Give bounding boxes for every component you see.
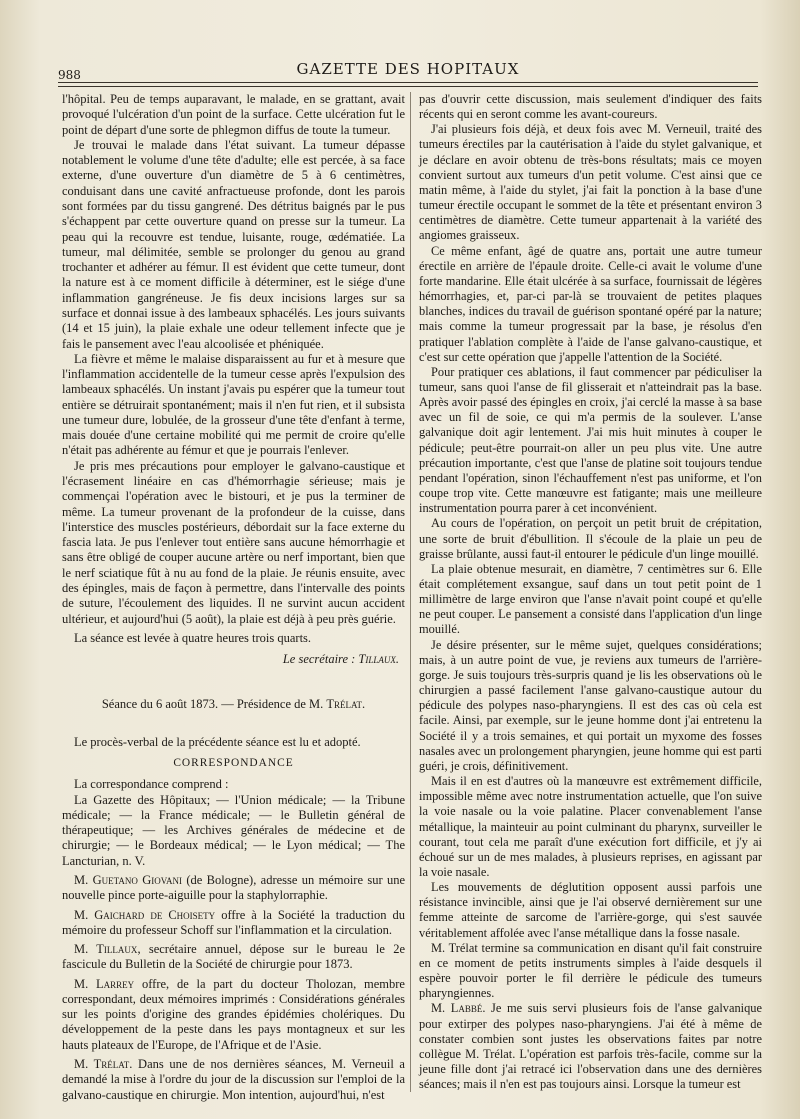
paragraph: Le procès-verbal de la précédente séance est lu et adopté.: [74, 734, 361, 749]
section-title: CORRESPONDANCE: [173, 756, 294, 769]
speaker-name: M. Labbé.: [431, 1001, 486, 1016]
session-heading: [62, 697, 405, 712]
speaker-name: M. Larrey: [74, 976, 135, 991]
speaker-name: M. Tillaux: [74, 942, 138, 957]
paragraph-text: (de Bologne), adresse un mémoire sur une nouvelle pince porte-aiguille pour la staphylorraphie.: [62, 872, 405, 903]
signature-label: Le secrétaire :: [282, 652, 359, 667]
session-heading-text: Séance du 6 août 1873. — Présidence de M.: [101, 697, 327, 712]
header-rule: [58, 82, 758, 83]
paragraph-text: offre, de la part du docteur Tholozan, membre correspondant, deux mémoires imprimés : Considérations générales sur les points d'origine des grandes épidémies cholériques. Du développement de la peste dans les pays montagneux et sur les hauts plateaux de l'Europe, de l'Afrique et de l'Asie.: [62, 976, 405, 1052]
paragraph: Ce même enfant, âgé de quatre ans, portait une autre tumeur érectile en arrière de l'épaule droite. Celle-ci avait le volume d'une forte mandarine. Elle était ulcérée à sa surface, fournissait de légères hémorrhagies, et, par-ci par-là se trouvaient de petites plaques blanches, indices du travail de guérison spontané opéré par la nature; mais comme la tumeur progressait par la base, je résolus d'en pratiquer l'ablation complète à l'aide de l'anse galvano-caustique, et c'est sur cette opération que j'appelle l'attention de la Société.: [419, 243, 762, 364]
paragraph: Les mouvements de déglutition opposent aussi parfois une résistance invincible, ainsi que je l'ai observé dernièrement sur une femme atteinte de sarcome de l'arrière-gorge, qui s'est sauvée véritablement affolée avec l'anse métallique dans la fosse nasale.: [419, 880, 762, 940]
signature-name: Tillaux.: [358, 652, 399, 667]
paragraph: pas d'ouvrir cette discussion, mais seulement d'indiquer des faits récents qui en seront comme les avant-coureurs.: [419, 92, 762, 122]
paragraph: [419, 1001, 762, 1092]
paragraph: Au cours de l'opération, on perçoit un petit bruit de crépitation, une sorte de bruit d'ébullition. Il s'écoule de la plaie un peu de graisse brûlante, aussi faut-il entourer le pédicule d'un linge mouillé.: [419, 516, 762, 561]
paragraph-text: , secrétaire annuel, dépose sur le bureau le 2e fascicule du Bulletin de la Société de chirurgie pour 1873.: [62, 942, 405, 972]
running-title: GAZETTE DES HOPITAUX: [296, 60, 520, 78]
secretary-signature: [62, 652, 405, 667]
page-number: 988: [58, 68, 81, 82]
paragraph-text: Je me suis servi plusieurs fois de l'anse galvanique pour extirper des polypes naso-pharyngiens. J'ai été à même de constater combien sont justes les observations faites par notre collègue M. Trélat. L'opération est parfois très-facile, comme sur la jeune fille dont j'ai retracé ici l'observation dans une des dernières séances; mais il n'en est pas toujours ainsi. Lorsque la tumeur est: [419, 1001, 762, 1092]
paragraph: J'ai plusieurs fois déjà, et deux fois avec M. Verneuil, traité des tumeurs érectiles par la cautérisation à l'aide du stylet galvanique, et je déclare en avoir obtenu de très-bons résultats; mais ce moyen convient surtout aux tumeurs d'un petit volume. C'est ainsi que ce matin même, à l'aide du stylet, j'ai fait la ponction à la base d'une tumeur érectile occupant le sommet de la tête et présentant environ 3 centimètres de diamètre. Cette tumeur appartenait à la variété des angiomes graisseux.: [419, 122, 762, 243]
paragraph-text: Dans une de nos dernières séances, M. Verneuil a demandé la mise à l'ordre du jour de la discussion sur l'emploi de la galvano-caustique en chirurgie. Mon intention, aujourd'hui, n'est: [62, 1057, 405, 1102]
paragraph: La plaie obtenue mesurait, en diamètre, 7 centimètres sur 6. Elle était complétement exsangue, sauf dans un tout petit point de 1 millimètre de large environ que l'anse n'avait point coupé et qu'elle ne peut couper. Le pansement a consisté dans l'application d'un linge mouillé.: [419, 561, 762, 637]
paragraph: Je désire présenter, sur le même sujet, quelques considérations; mais, à un autre point de vue, je reviens aux tumeurs de l'arrière-gorge. Je suis toujours très-surpris quand je lis les observations où le chirurgien a passé facilement l'anse galvano-caustique autour du pédicule des polypes naso-pharyngiens. Il est des cas où cela est facile. Ainsi, par exemple, sur le jeune homme dont j'ai entretenu la Société il y a trois semaines, et qui portait un myxome des fosses nasales avec un prolongement pharyngien, jeune homme qui est parti guéri, je crois, définitivement.: [419, 637, 762, 773]
paragraph: [62, 977, 405, 1053]
paragraph: Je pris mes précautions pour employer le galvano-caustique et l'écrasement linéaire en cas d'hémorrhagie sérieuse; mais je commençai l'opération avec le bistouri, et je pus la terminer de même. La tumeur provenant de la profondeur de la cuisse, dans l'interstice des muscles postérieurs, débordait sur la face externe du fascia lata. Je pus l'enlever tout entière sans aucune hémorrhagie et sans être obligé de couper aucune artère ou nerf important, bien que le nerf sciatique fût à nu au fond de la plaie. Je réunis ensuite, avec des épingles, mais de façon à permettre, dans l'intervalle des points de suture, l'écoulement des liquides. Il ne survint aucun accident ultérieur, et aujourd'hui (5 août), la plaie est déjà à peu près guérie.: [62, 458, 405, 626]
paragraph: [62, 908, 405, 939]
speaker-name: M. Guetano Giovani: [74, 872, 183, 887]
column-divider: [410, 92, 411, 1092]
session-president: Trélat.: [326, 697, 366, 712]
left-column: [62, 92, 405, 1103]
paragraph: [62, 1057, 405, 1103]
paragraph-text: offre à la Société la traduction du mémoire du professeur Schoff sur l'inflammation et la circulation.: [62, 907, 405, 937]
speaker-name: M. Gaichard de Choisety: [74, 907, 216, 922]
paragraph: Mais il en est d'autres où la manœuvre est extrêmement difficile, impossible même avec notre instrumentation actuelle, que l'on suive la voie nasale ou la voie palatine. Placer convenablement l'anse métallique, la mainteuir au point culminant du pharynx, surveiller le courant, tout cela me paraît d'une exécution fort difficile, et j'y ai échoué sur un de mes malades, à plusieurs reprises, en agissant par la voie nasale.: [419, 774, 762, 879]
paragraph: l'hôpital. Peu de temps auparavant, le malade, en se grattant, avait provoqué l'ulcération d'un point de la surface. Cette ulcération fut le point de départ d'une sorte de phlegmon diffus de toute la tumeur.: [62, 92, 405, 137]
paragraph: M. Trélat termine sa communication en disant qu'il fait construire en ce moment de petits instruments simples à l'aide desquels il espère pouvoir porter le fil derrière le pédicule des tumeurs pharyngiennes.: [419, 940, 762, 1001]
paragraph: [62, 873, 405, 904]
paragraph: La séance est levée à quatre heures trois quarts.: [74, 630, 312, 645]
header-rule-second: [58, 86, 758, 87]
paragraph: Pour pratiquer ces ablations, il faut commencer par pédiculiser la tumeur, sans quoi l'anse de fil glisserait et n'atteindrait pas la base. Après avoir passé des épingles en croix, j'ai cerclé la masse à sa base avec un fil de soie, ce qui m'a permis de la soulever. L'anse galvanique doit agir lentement. J'ai mis huit minutes à couper le pédicule; peut-être pourrait-on aller un peu plus vite. Une autre précaution importante, c'est que l'anse de platine soit toujours tendue pendant l'opération, sinon l'échauffement n'est pas uniforme, et l'on coupe trop vite. Cette manœuvre est fatigante; mais une meilleure instrumentation pourra parer à cet inconvénient.: [419, 364, 762, 516]
speaker-name: M. Trélat.: [74, 1057, 133, 1072]
page-header: [58, 58, 758, 80]
paragraph: La Gazette des Hôpitaux; — l'Union médicale; — la Tribune médicale; — la France médicale; — le Bulletin général de thérapeutique; — les Archives générales de médecine et de chirurgie; — le Bordeaux médical; — le Lyon médical; — The Lancturian, n. V.: [62, 792, 405, 868]
right-column: [419, 92, 762, 1092]
paragraph: La fièvre et même le malaise disparaissent au fur et à mesure que l'inflammation accidentelle de la tumeur cesse après l'expulsion des lambeaux sphacélés. Un instant j'avais pu espérer que la tumeur tout entière se détruirait spontanément; mais il n'en fut rien, et il subsista une tumeur dure, lobulée, de la grosseur d'une tête d'enfant à terme, mais douée d'une certaine mobilité qui me permit de croire qu'elle n'était pas adhérente au fémur et que je pourrais l'enlever.: [62, 351, 405, 458]
paragraph: [62, 942, 405, 973]
paragraph: La correspondance comprend :: [74, 777, 229, 792]
paragraph: Je trouvai le malade dans l'état suivant. La tumeur dépasse notablement le volume d'une tête d'adulte; elle est percée, à sa face externe, d'une ouverture d'un diamètre de 5 à 6 centimètres, conduisant dans une cavité anfractueuse profonde, dont les parois sont formées par du tissu gangrené. Des détritus baignés par le pus s'échappent par cette ouverture quand on presse sur la tumeur. La peau qui la recouvre est tendue, luisante, rouge, œdématiée. La tumeur, mal délimitée, semble se prolonger du genou au grand trochanter et adhérer au fémur. Il est évident que cette tumeur, dont la nature est à ce moment difficile à déterminer, est le siége d'une inflammation gangréneuse. Je fis deux incisions larges sur sa surface et donnai issue à des lambeaux sphacélés. Les jours suivants (14 et 15 juin), la plaie exhale une odeur tellement infecte que je fais le pansement avec l'eau alcoolisée et phéniquée.: [62, 137, 405, 351]
